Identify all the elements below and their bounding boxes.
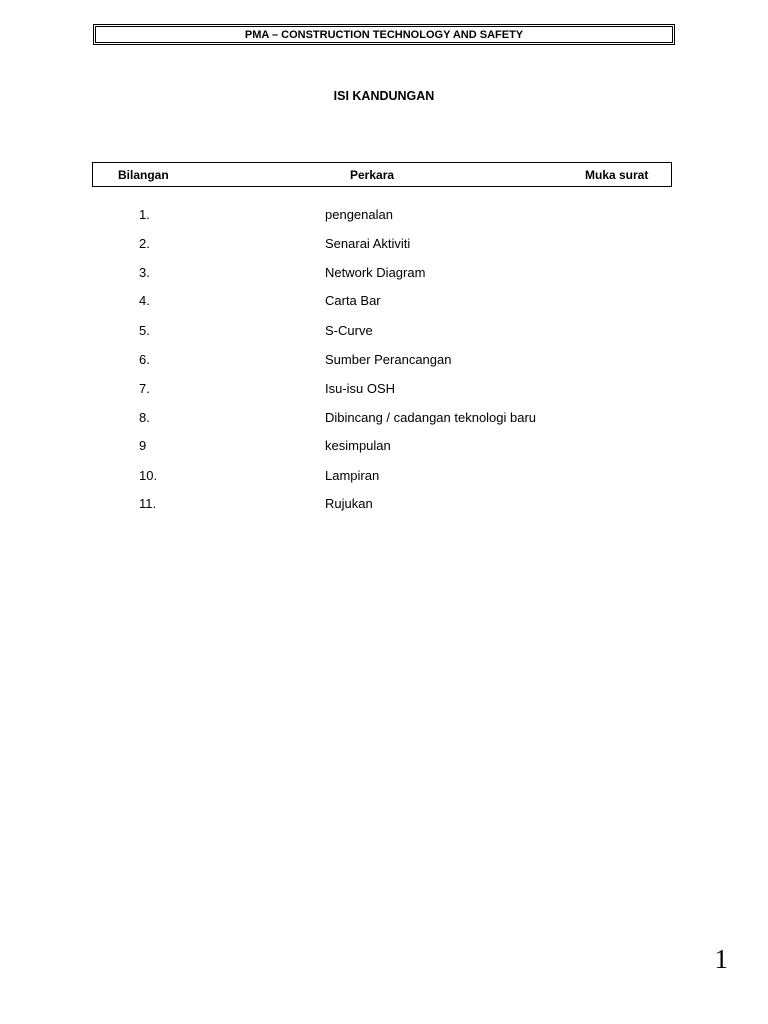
row-number: 2. bbox=[139, 236, 150, 251]
table-row bbox=[0, 438, 768, 458]
table-row bbox=[0, 381, 768, 401]
row-item: Rujukan bbox=[325, 496, 373, 511]
column-header-perkara: Perkara bbox=[350, 168, 395, 182]
table-row bbox=[0, 410, 768, 430]
page-number: 1 bbox=[714, 944, 728, 974]
row-item: kesimpulan bbox=[325, 438, 391, 453]
row-number: 5. bbox=[139, 323, 150, 338]
row-item: Carta Bar bbox=[325, 293, 381, 308]
document-header bbox=[93, 24, 675, 45]
header-title: PMA – CONSTRUCTION TECHNOLOGY AND SAFETY bbox=[95, 26, 673, 43]
row-number: 9 bbox=[139, 438, 147, 453]
table-row bbox=[0, 236, 768, 256]
page-title: ISI KANDUNGAN bbox=[333, 89, 435, 103]
row-number: 3. bbox=[139, 265, 150, 280]
table-header bbox=[92, 162, 672, 187]
row-item: S-Curve bbox=[325, 323, 373, 338]
row-number: 6. bbox=[139, 352, 150, 367]
row-number: 4. bbox=[139, 293, 150, 308]
row-number: 10. bbox=[139, 468, 158, 483]
table-row bbox=[0, 468, 768, 488]
column-header-muka-surat: Muka surat bbox=[585, 168, 649, 182]
row-item: Network Diagram bbox=[325, 265, 426, 280]
row-number: 1. bbox=[139, 207, 150, 222]
row-item: Dibincang / cadangan teknologi baru bbox=[325, 410, 537, 425]
row-number: 7. bbox=[139, 381, 150, 396]
table-row bbox=[0, 323, 768, 343]
row-item: Senarai Aktiviti bbox=[325, 236, 411, 251]
row-number: 8. bbox=[139, 410, 150, 425]
row-item: Lampiran bbox=[325, 468, 380, 483]
row-number: 11. bbox=[139, 496, 157, 511]
table-row bbox=[0, 352, 768, 372]
table-row bbox=[0, 293, 768, 313]
table-row bbox=[0, 265, 768, 285]
table-row bbox=[0, 496, 768, 516]
row-item: Isu-isu OSH bbox=[325, 381, 396, 396]
column-header-bilangan: Bilangan bbox=[118, 168, 169, 182]
row-item: Sumber Perancangan bbox=[325, 352, 452, 367]
table-row bbox=[0, 207, 768, 227]
row-item: pengenalan bbox=[325, 207, 393, 222]
